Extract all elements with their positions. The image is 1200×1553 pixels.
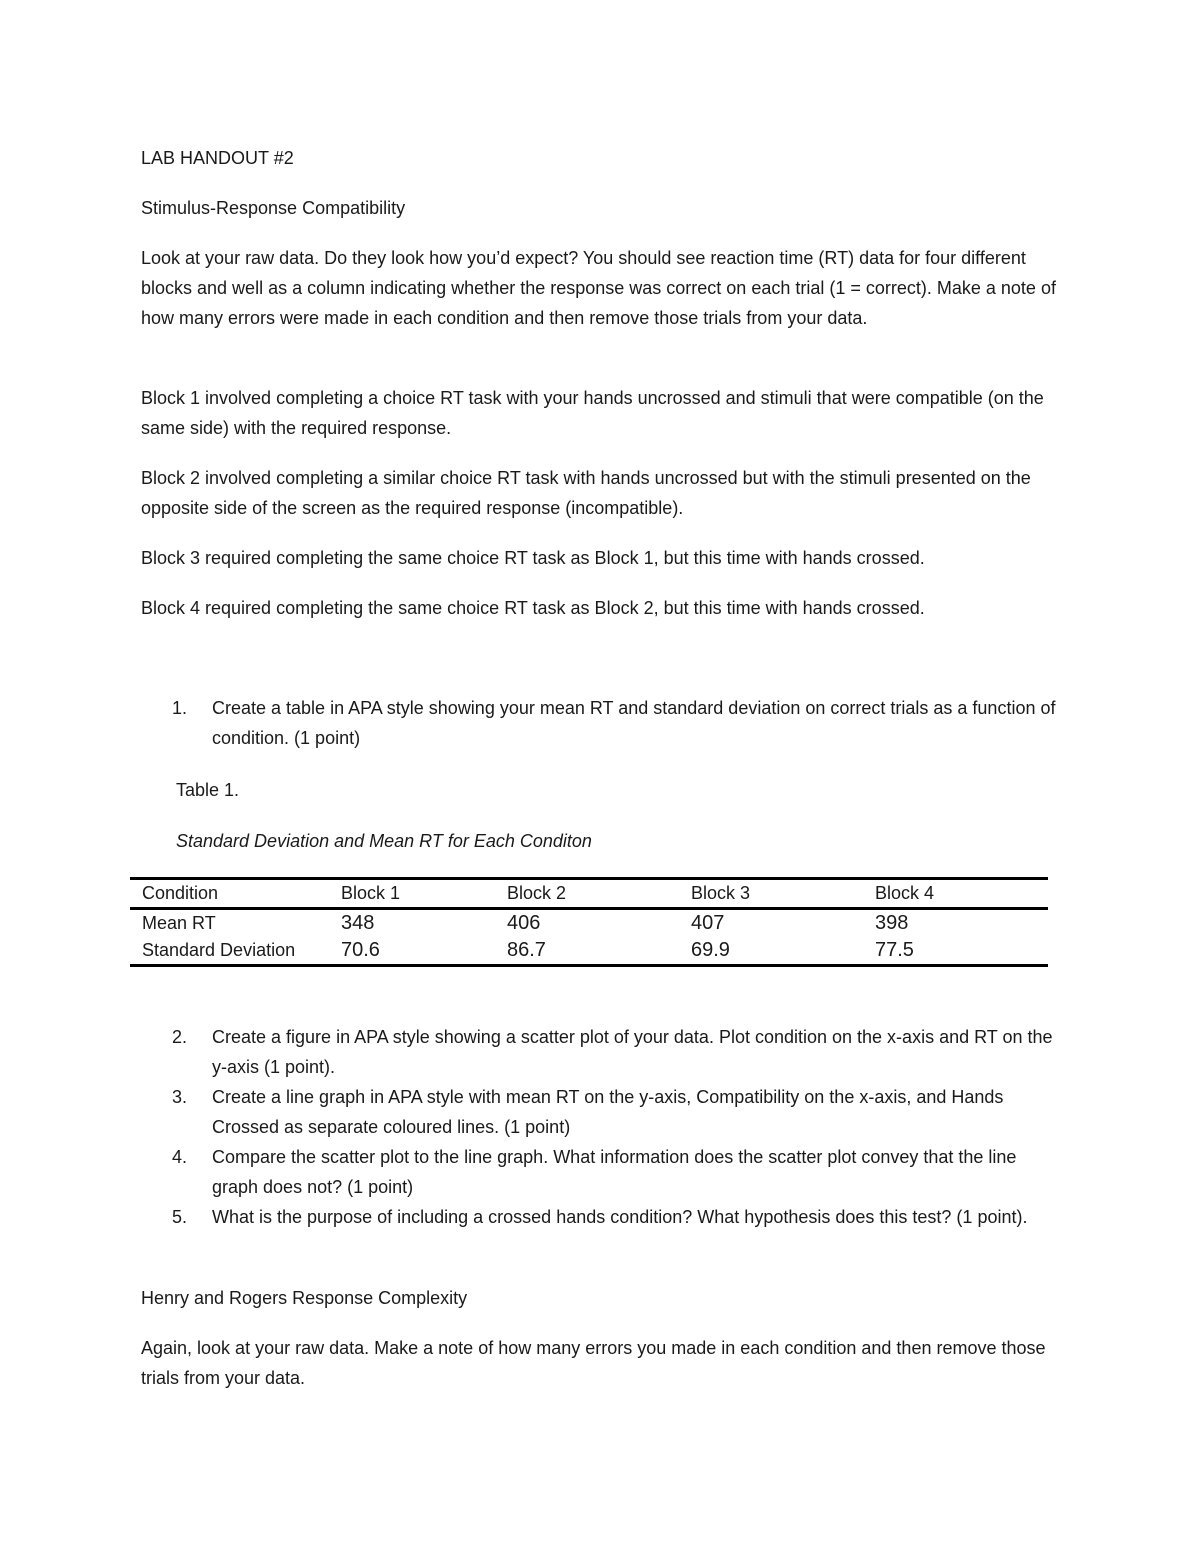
question-text: Create a figure in APA style showing a scatter plot of your data. Plot condition on the x-axis and RT on the y-axis (1 point).	[212, 1027, 1053, 1077]
section-heading-srcompat: Stimulus-Response Compatibility	[141, 198, 406, 218]
table-cell: 348	[341, 912, 375, 934]
table-cell: 406	[507, 912, 541, 934]
table-header-cell: Condition	[142, 883, 219, 903]
table-header-cell: Block 4	[875, 883, 935, 903]
table-header-cell: Block 2	[507, 883, 567, 903]
table-label: Table 1.	[176, 780, 240, 800]
question-number: 3.	[172, 1087, 188, 1107]
table-cell: 77.5	[875, 939, 914, 961]
question-list-1	[172, 693, 1062, 753]
table-header-row	[130, 880, 1048, 907]
block4-paragraph: Block 4 required completing the same choice RT task as Block 2, but this time with hands crossed.	[141, 598, 925, 618]
table-header-cell: Block 3	[691, 883, 751, 903]
question-text: What is the purpose of including a crossed hands condition? What hypothesis does this test? (1 point).	[212, 1207, 1028, 1227]
question-item	[172, 1022, 1062, 1082]
question-text: Create a line graph in APA style with mean RT on the y-axis, Compatibility on the x-axis, and Hands Crossed as separate coloured lines. (1 point)	[212, 1087, 1004, 1137]
rt-table	[130, 877, 1048, 967]
table-cell: Standard Deviation	[142, 940, 296, 960]
question-text: Create a table in APA style showing your mean RT and standard deviation on correct trials as a function of condition. (1 point)	[212, 698, 1056, 748]
section-heading-complexity: Henry and Rogers Response Complexity	[141, 1288, 468, 1308]
complexity-paragraph: Again, look at your raw data. Make a note of how many errors you made in each condition and then remove those trials from your data.	[141, 1338, 1046, 1388]
table-cell: 407	[691, 912, 725, 934]
table-row	[130, 937, 1048, 964]
question-list-2	[172, 1022, 1062, 1232]
question-number: 2.	[172, 1027, 188, 1047]
question-text: Compare the scatter plot to the line graph. What information does the scatter plot convey that the line graph does not? (1 point)	[212, 1147, 1017, 1197]
block2-paragraph: Block 2 involved completing a similar choice RT task with hands uncrossed but with the stimuli presented on the opposite side of the screen as the required response (incompatible).	[141, 468, 1031, 518]
intro-paragraph: Look at your raw data. Do they look how you’d expect? You should see reaction time (RT) data for four different blocks and well as a column indicating whether the response was correct on each trial (1 = correct). Make a note of how many errors were made in each condition and then remove those trials from your data.	[141, 248, 1056, 328]
document-title: LAB HANDOUT #2	[141, 148, 294, 168]
table-cell: 70.6	[341, 939, 380, 961]
table-cell: 398	[875, 912, 909, 934]
table-caption: Standard Deviation and Mean RT for Each Conditon	[176, 831, 592, 851]
table-row	[130, 910, 1048, 937]
table-cell: 86.7	[507, 939, 546, 961]
question-item	[172, 1142, 1062, 1202]
table-header-cell: Block 1	[341, 883, 401, 903]
table-cell: Mean RT	[142, 913, 216, 933]
table-bottom-rule	[130, 964, 1048, 967]
question-item	[172, 1202, 1062, 1232]
block1-paragraph: Block 1 involved completing a choice RT task with your hands uncrossed and stimuli that were compatible (on the same side) with the required response.	[141, 388, 1044, 438]
question-number: 5.	[172, 1207, 188, 1227]
question-item	[172, 693, 1062, 753]
question-number: 4.	[172, 1147, 188, 1167]
block3-paragraph: Block 3 required completing the same choice RT task as Block 1, but this time with hands crossed.	[141, 548, 925, 568]
table-cell: 69.9	[691, 939, 730, 961]
question-item	[172, 1082, 1062, 1142]
question-number: 1.	[172, 698, 188, 718]
